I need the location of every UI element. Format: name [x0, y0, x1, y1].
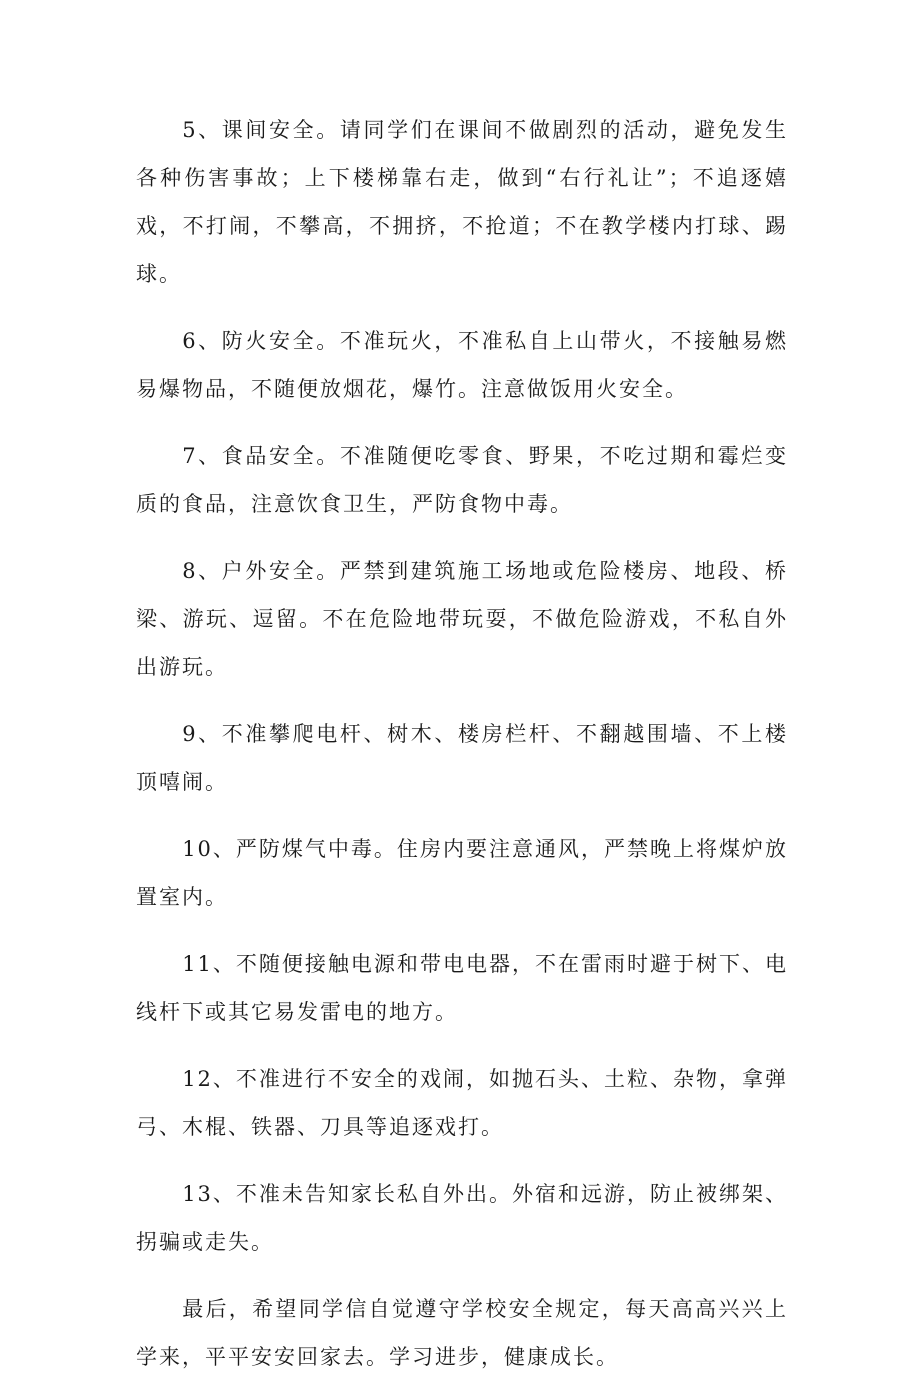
paragraph-rule-6: 6、防火安全。不准玩火，不准私自上山带火，不接触易燃易爆物品，不随便放烟花，爆竹。注意做饭用火安全。 — [136, 329, 788, 401]
paragraph-rule-5: 5、课间安全。请同学们在课间不做剧烈的活动，避免发生各种伤害事故；上下楼梯靠右走，做到“右行礼让”；不追逐嬉戏，不打闹，不攀高，不拥挤，不抢道；不在教学楼内打球、踢球。 — [136, 118, 788, 286]
paragraph-rule-9: 9、不准攀爬电杆、树木、楼房栏杆、不翻越围墙、不上楼顶嘻闹。 — [136, 722, 788, 794]
paragraph-rule-11: 11、不随便接触电源和带电电器，不在雷雨时避于树下、电线杆下或其它易发雷电的地方。 — [136, 952, 788, 1024]
paragraph-rule-8: 8、户外安全。严禁到建筑施工场地或危险楼房、地段、桥梁、游玩、逗留。不在危险地带玩耍，不做危险游戏，不私自外出游玩。 — [136, 559, 788, 679]
paragraph-rule-7: 7、食品安全。不准随便吃零食、野果，不吃过期和霉烂变质的食品，注意饮食卫生，严防食物中毒。 — [136, 444, 788, 516]
paragraph-rule-13: 13、不准未告知家长私自外出。外宿和远游，防止被绑架、拐骗或走失。 — [136, 1182, 788, 1254]
paragraph-rule-12: 12、不准进行不安全的戏闹，如抛石头、土粒、杂物，拿弹弓、木棍、铁器、刀具等追逐戏打。 — [136, 1067, 788, 1139]
paragraph-rule-10: 10、严防煤气中毒。住房内要注意通风，严禁晚上将煤炉放置室内。 — [136, 837, 788, 909]
document-body — [136, 106, 788, 1400]
paragraph-closing: 最后，希望同学信自觉遵守学校安全规定，每天高高兴兴上学来，平平安安回家去。学习进步，健康成长。 — [136, 1297, 788, 1369]
